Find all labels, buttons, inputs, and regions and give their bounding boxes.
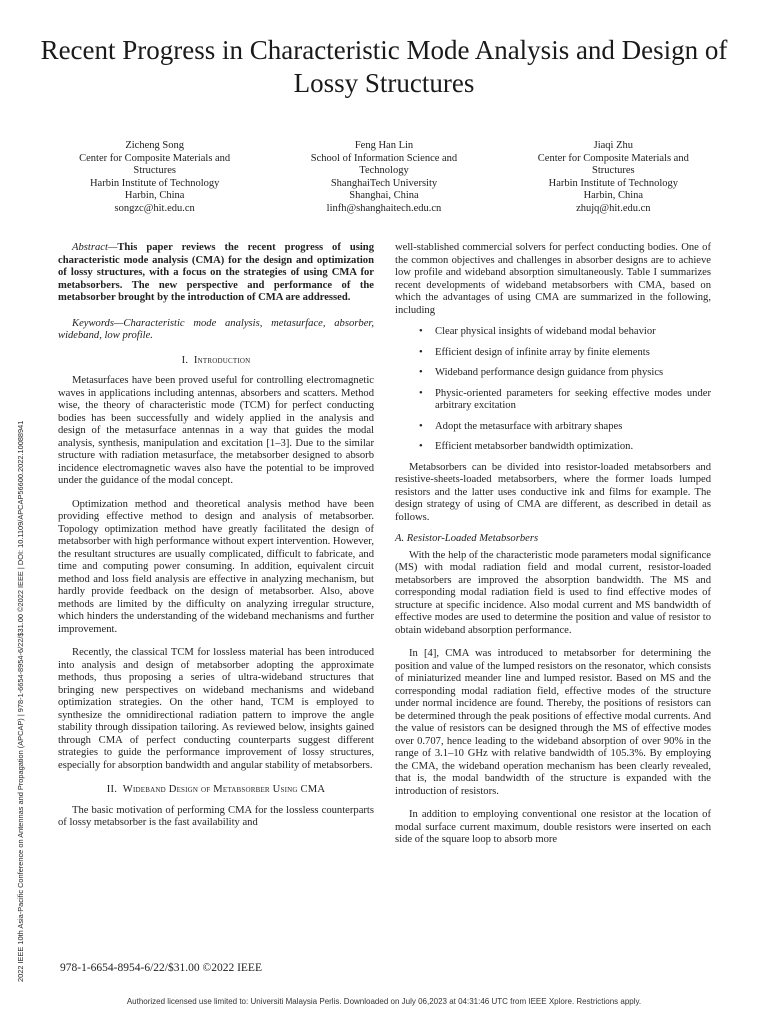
section-title: Wideband Design of Metabsorber Using CMA bbox=[122, 784, 326, 795]
list-item: • Efficient design of infinite array by finite elements bbox=[419, 346, 650, 358]
resistor-paragraph-2: In [4], CMA was introduced to metabsorber for determining the position and value of the lumped resistors on the resonator, which consists of miniaturized meander line and lumped resistor. Based on MS and the corresponding modal radiation field, effective modes of the structure under normal incidence are found. Thereby, the positions of resistors can be determined through the peak positions of effective modal currents. And the value of resistors can be designed through the MS of effective modes over 0.707, hence leading to the wideband absorption of over 90% in the range of 3.1–10 GHz with relative bandwidth of 105.3%. By employing the CMA, the wideband operation mechanism has been clearly revealed, that is, the modal bandwidth of the structure is expanded with the introduction of resistors. bbox=[395, 648, 711, 797]
continued-paragraph: well-stablished commercial solvers for perfect conducting bodies. One of the common objectives and challenges in absorber designs are to achieve low profile and wideband absorption simultaneously. Table I summarizes recent developments of wideband metabsorbers with CMA, based on which the advantages of using CMA are summarized in the following, including bbox=[395, 242, 711, 316]
author-affiliation: School of Information Science and Technology ShanghaiTech University Shanghai, China bbox=[310, 152, 458, 201]
subsection-heading: A. Resistor-Loaded Metabsorbers bbox=[395, 533, 539, 544]
resistor-paragraph-1: With the help of the characteristic mode parameters modal significance (MS) with modal radiation field and modal current, resistor-loaded metabsorbers are improved the absorption bandwidth. The MS and corresponding modal radiation field is used to find effective modes of structure at specific incidence. Also modal current and MS bandwidth of effective modes are used to determine the position and value of resistor to obtain wideband absorption performance. bbox=[395, 549, 711, 636]
bullet-icon: • bbox=[419, 441, 423, 452]
author-name: Zicheng Song bbox=[125, 140, 184, 151]
copyright-price-line: 978-1-6654-8954-6/22/$31.00 ©2022 IEEE bbox=[60, 962, 262, 974]
section-heading-introduction bbox=[58, 355, 374, 368]
author-1 bbox=[40, 140, 269, 215]
bullet-icon: • bbox=[419, 367, 423, 378]
author-email: linfh@shanghaitech.edu.cn bbox=[326, 202, 442, 214]
bullet-icon: • bbox=[419, 346, 423, 358]
author-affiliation: Center for Composite Materials and Structures Harbin Institute of Technology Harbin, China bbox=[79, 152, 231, 201]
author-affiliation: Center for Composite Materials and Structures Harbin Institute of Technology Harbin, China bbox=[537, 152, 689, 201]
abstract bbox=[58, 242, 374, 305]
section-title: Introduction bbox=[193, 354, 251, 366]
bullet-icon: • bbox=[419, 420, 423, 432]
author-name: Feng Han Lin bbox=[354, 140, 414, 151]
author-name: Jiaqi Zhu bbox=[593, 140, 633, 151]
author-email: songzc@hit.edu.cn bbox=[114, 202, 195, 214]
left-column bbox=[58, 242, 374, 830]
intro-paragraph-3: Recently, the classical TCM for lossless material has been introduced into analysis and design of metabsorber adopting the approximate methods, thus proposing a series of ultra-wideband structures that bringing new perspectives on wideband mechanisms and wideband optimization strategies. On the other hand, TCM is employed to synthesize the omnidirectional radiation pattern to improve the angle stability through dissipation tailoring. As reviewed below, insights gained through CMA of perfect conducting counterparts suggest different strategies to guide the performance improvement of lossy structures, especially for absorption bandwidth and angular stability of metabsorbers. bbox=[58, 647, 374, 771]
section-number: II. bbox=[106, 784, 118, 795]
license-notice: Authorized licensed use limited to: Universiti Malaysia Perlis. Downloaded on July 06,2023 at 04:31:46 UTC from IEEE Xplore. Restrictions apply. bbox=[126, 997, 642, 1006]
paper-title: Recent Progress in Characteristic Mode Analysis and Design of Lossy Structures bbox=[40, 35, 728, 98]
author-3 bbox=[499, 140, 728, 215]
abstract-lead: Abstract— bbox=[72, 242, 118, 253]
abstract-text: This paper reviews the recent progress of using characteristic mode analysis (CMA) for the design and optimization of lossy structures, with a focus on the strategies of using CMA for metabsorbers. The new perspective and performance of the metabsorber brought by the introduction of CMA are addressed. bbox=[58, 242, 374, 303]
resistor-paragraph-3: In addition to employing conventional one resistor at the location of modal surface current maximum, double resistors were inserted on each side of the square loop to absorb more bbox=[395, 809, 711, 845]
advantages-list bbox=[395, 326, 711, 454]
list-item: • Adopt the metasurface with arbitrary shapes bbox=[419, 420, 623, 432]
list-item: • Wideband performance design guidance from physics bbox=[419, 367, 664, 378]
right-column bbox=[395, 242, 711, 847]
list-item: • Efficient metabsorber bandwidth optimization. bbox=[419, 441, 634, 452]
author-2 bbox=[269, 140, 498, 215]
list-item: • Physic-oriented parameters for seeking effective modes under arbitrary excitation bbox=[419, 387, 711, 411]
intro-paragraph-2: Optimization method and theoretical analysis method have been providing effective method to design and analysis of metabsorber. Topology optimization method have greatly facilitated the design of metabsorber with high performance without expert intervention. However, the resultant structures are usually complicated, difficult to fabricate, and time and computing power consuming. In addition, equivalent circuit method and loss field analysis are effective in analyzing mechanism, but hardly provide feedback on the design of metabsorber. Also, above methods are limited by the difficulty on analyzing irregular structure, which hinders the understanding of the wideband mechanisms and further improvement. bbox=[58, 498, 374, 635]
section-heading-wideband bbox=[58, 784, 374, 797]
metabsorber-types-paragraph: Metabsorbers can be divided into resistor-loaded metabsorbers and resistive-sheets-loaded metabsorbers, where the former loads lumped resistors and the latter uses conductive ink and films for example. The design strategy of using of CMA are different, as described in detail as follows. bbox=[395, 461, 711, 523]
section-number: I. bbox=[181, 354, 189, 366]
bullet-icon: • bbox=[419, 387, 423, 399]
keywords: Keywords—Characteristic mode analysis, metasurface, absorber, wideband, low profile. bbox=[58, 317, 374, 341]
intro-paragraph-1: Metasurfaces have been proved useful for controlling electromagnetic waves in applications including antennas, absorbers and scatters. Method wise, the theory of characteristic mode (TCM) for perfect conducting bodies has been successfully and widely applied in the analysis and design of the metasurface antennas in a way that guides the modal analysis, synthesis, manipulation and excitation [1–3]. Due to the similar structure with radiation metasurface, the metabsorber designed to absorb incidence electromagnetic waves also have the potential to be improved under the guidance of the modal concept. bbox=[58, 375, 374, 486]
list-item: • Clear physical insights of wideband modal behavior bbox=[419, 326, 656, 337]
bullet-icon: • bbox=[419, 326, 423, 337]
author-email: zhujq@hit.edu.cn bbox=[576, 202, 651, 214]
conference-doi-strip: 2022 IEEE 10th Asia-Pacific Conference on Antennas and Propagation (APCAP) | 978-1-6654-8954-6/22/$31.00 ©2022 IEEE | DOI: 10.1109/APCAP56600.2022.10088941 bbox=[16, 420, 25, 982]
author-block bbox=[40, 140, 728, 215]
section2-paragraph-1: The basic motivation of performing CMA for the lossless counterparts of lossy metabsorber is the fast availability and bbox=[58, 804, 374, 828]
